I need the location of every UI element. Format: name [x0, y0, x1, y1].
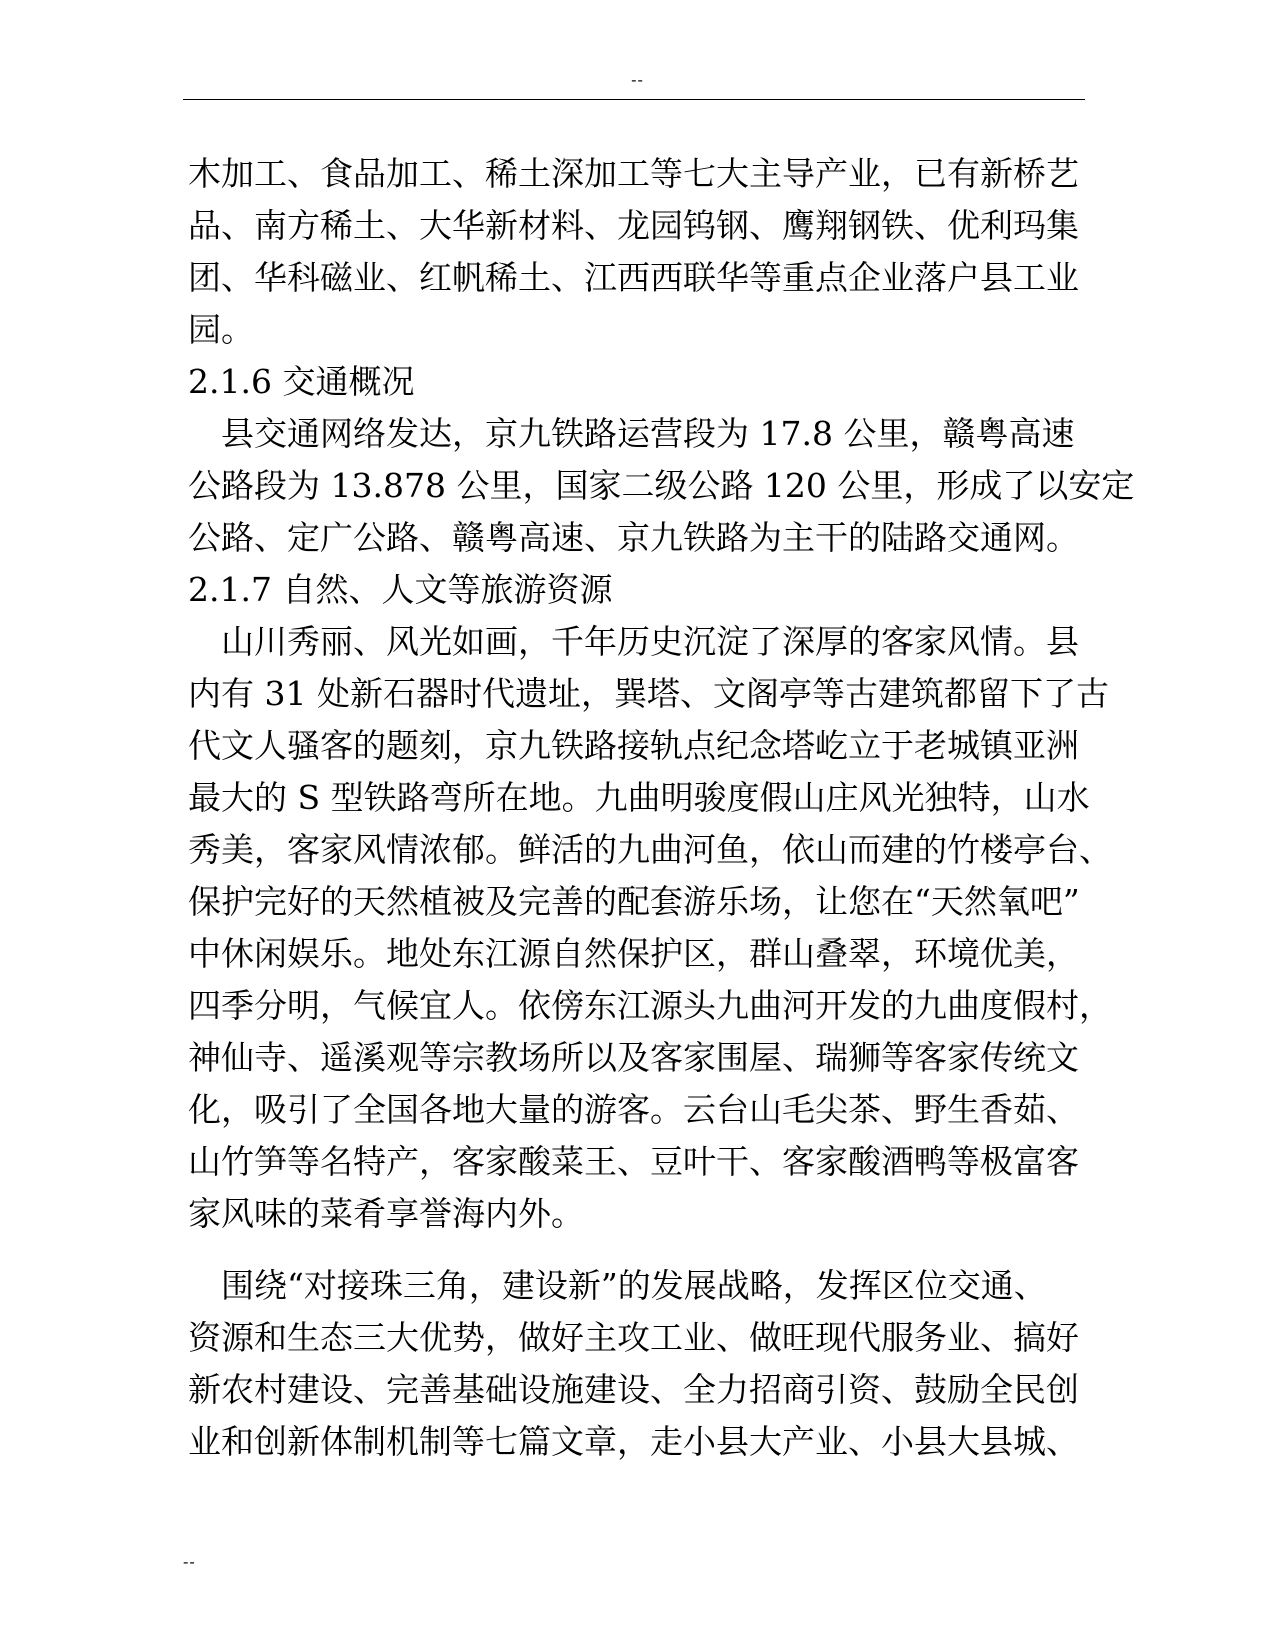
text-line: 四季分明，气候宜人。依傍东江源头九曲河开发的九曲度假村，: [188, 986, 1112, 1025]
text-line: 山竹笋等名特产，客家酸菜王、豆叶干、客家酸酒鸭等极富客: [188, 1142, 1079, 1181]
paragraph-strategy: [188, 1260, 1088, 1468]
text-line: 秀美，客家风情浓郁。鲜活的九曲河鱼，依山而建的竹楼亭台、: [188, 830, 1112, 869]
text-line: 公路段为 13.878 公里，国家二级公路 120 公里，形成了以安定: [188, 466, 1135, 505]
header-mark: --: [631, 70, 644, 89]
text-line: 家风味的菜肴享誉海内外。: [188, 1194, 584, 1233]
section-heading-transport: 2.1.6 交通概况: [188, 362, 415, 401]
paragraph-transport: [188, 408, 1135, 564]
text-line: 围绕“对接珠三角，建设新”的发展战略，发挥区位交通、: [188, 1266, 1047, 1305]
text-line: 公路、定广公路、赣粤高速、京九铁路为主干的陆路交通网。: [188, 518, 1079, 557]
text-line: 县交通网络发达，京九铁路运营段为 17.8 公里，赣粤高速: [188, 414, 1075, 453]
paragraph-gap: [188, 1240, 1088, 1260]
paragraph-tourism: [188, 616, 1112, 1240]
text-line: 化，吸引了全国各地大量的游客。云台山毛尖茶、野生香茹、: [188, 1090, 1079, 1129]
text-line: 木加工、食品加工、稀土深加工等七大主导产业，已有新桥艺: [188, 154, 1079, 193]
footer-mark: --: [183, 1552, 196, 1571]
text-line: 品、南方稀土、大华新材料、龙园钨钢、鹰翔钢铁、优利玛集: [188, 206, 1079, 245]
text-line: 园。: [188, 310, 254, 349]
text-line: 山川秀丽、风光如画，千年历史沉淀了深厚的客家风情。县: [188, 622, 1079, 661]
document-body: [188, 148, 1135, 1468]
text-line: 内有 31 处新石器时代遗址，巽塔、文阁亭等古建筑都留下了古: [188, 674, 1109, 713]
text-line: 团、华科磁业、红帆稀土、江西西联华等重点企业落户县工业: [188, 258, 1079, 297]
text-line: 代文人骚客的题刻，京九铁路接轨点纪念塔屹立于老城镇亚洲: [188, 726, 1079, 765]
text-line: 神仙寺、遥溪观等宗教场所以及客家围屋、瑞狮等客家传统文: [188, 1038, 1079, 1077]
text-line: 最大的 S 型铁路弯所在地。九曲明骏度假山庄风光独特，山水: [188, 778, 1090, 817]
section-heading-tourism: 2.1.7 自然、人文等旅游资源: [188, 570, 613, 609]
text-line: 中休闲娱乐。地处东江源自然保护区，群山叠翠，环境优美，: [188, 934, 1079, 973]
text-line: 保护完好的天然植被及完善的配套游乐场，让您在“天然氧吧”: [188, 882, 1080, 921]
text-line: 资源和生态三大优势，做好主攻工业、做旺现代服务业、搞好: [188, 1318, 1079, 1357]
paragraph-industry: [188, 148, 1088, 356]
text-line: 业和创新体制机制等七篇文章，走小县大产业、小县大县城、: [188, 1422, 1079, 1461]
header-rule: [183, 99, 1085, 100]
text-line: 新农村建设、完善基础设施建设、全力招商引资、鼓励全民创: [188, 1370, 1079, 1409]
